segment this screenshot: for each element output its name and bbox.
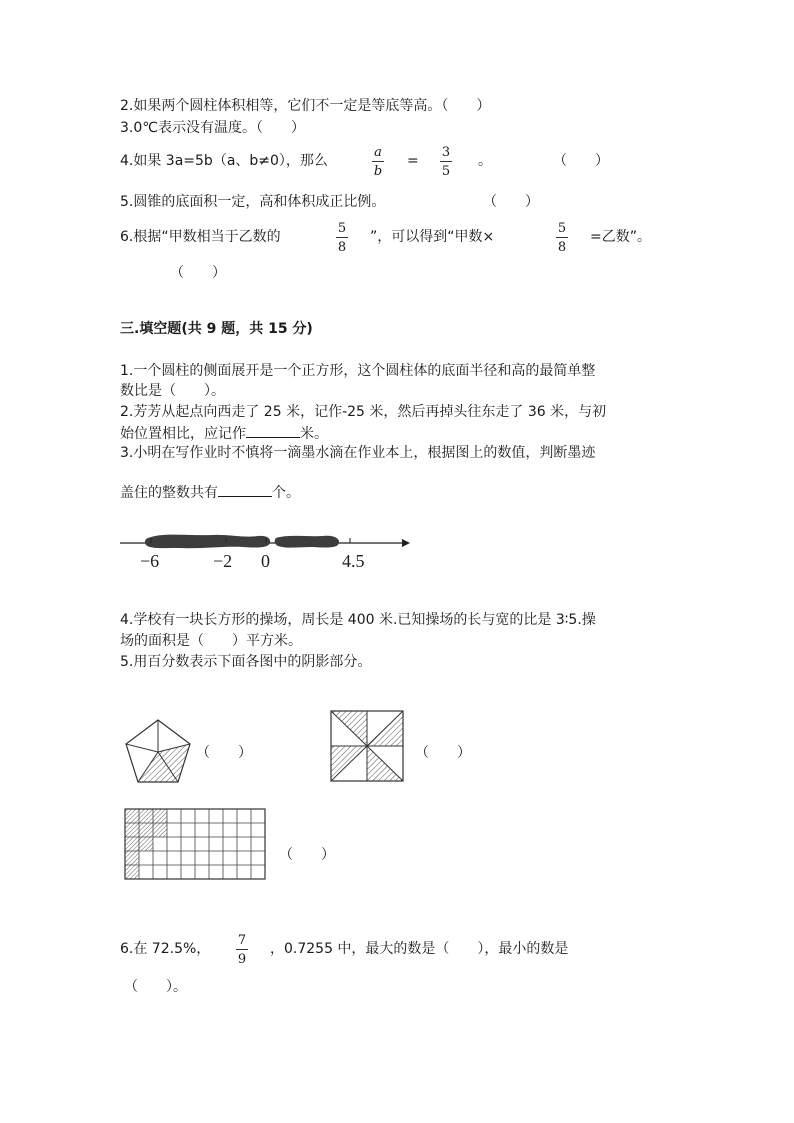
grid-answer-paren[interactable]: （ ） (279, 847, 335, 863)
fill-q4-line1: 4.学校有一块长方形的操场，周长是 400 米.已知操场的长与宽的比是 3∶5.操 (120, 612, 596, 628)
fraction-numerator: a (374, 145, 382, 160)
label-4-5: 4.5 (342, 551, 365, 571)
fill-q1-line1: 1.一个圆柱的侧面展开是一个正方形，这个圆柱体的底面半径和高的最简单整 (120, 363, 596, 379)
fill-q2-unit: 米。 (300, 426, 328, 442)
fraction-bar (556, 237, 568, 238)
grid-figure (124, 808, 266, 880)
ink-blot-left (145, 535, 270, 549)
fraction-denominator: b (373, 164, 383, 179)
square-figure (330, 710, 404, 782)
fraction-bar (372, 161, 384, 162)
judge-q6-text-b: ”，可以得到“甲数× (370, 229, 495, 245)
fill-q3-line2 (120, 482, 300, 502)
judge-q4-equals: = (407, 153, 419, 169)
fill-q6-fraction-7-9 (236, 933, 248, 967)
fill-q3-line1: 3.小明在写作业时不慎将一滴墨水滴在作业本上，根据图上的数值，判断墨迹 (120, 445, 596, 461)
fraction-bar (336, 237, 348, 238)
label-neg6: −6 (140, 551, 160, 571)
judge-q5: 5.圆锥的底面积一定，高和体积成正比例。 (120, 194, 386, 210)
judge-q5-answer-paren[interactable]: （ ） (483, 194, 539, 210)
judge-q2: 2.如果两个圆柱体积相等，它们不一定是等底等高。（ ） (120, 98, 491, 114)
judge-q6-answer-paren[interactable]: （ ） (170, 265, 226, 281)
judge-q4-text: 4.如果 3a=5b（a、b≠0），那么 (120, 153, 328, 169)
fill-q4-line2: 场的面积是（ ）平方米。 (120, 633, 302, 649)
fill-q2-blank[interactable] (246, 423, 300, 438)
fill-q6-text-b: ，0.7255 中，最大的数是（ ），最小的数是 (270, 941, 569, 957)
label-neg2: −2 (213, 551, 233, 571)
fraction-numerator: 7 (237, 933, 247, 948)
judge-q6-fraction-5-8-b (556, 221, 568, 255)
shaded-cells (125, 809, 167, 879)
fill-q3-text: 盖住的整数共有 (120, 485, 218, 501)
square-answer-paren[interactable]: （ ） (415, 745, 471, 761)
number-line-arrow (402, 539, 410, 547)
judge-q4-answer-paren[interactable]: （ ） (553, 153, 609, 169)
fill-q6-text-c: （ ）。 (124, 979, 187, 995)
pentagon-figure (122, 718, 194, 786)
fraction-denominator: 5 (441, 164, 451, 179)
pentagon-answer-paren[interactable]: （ ） (196, 745, 252, 761)
fraction-denominator: 9 (237, 952, 247, 967)
judge-q4-fraction-a-b (372, 145, 384, 179)
judge-q4-fraction-3-5 (440, 145, 452, 179)
judge-q3: 3.0℃表示没有温度。（ ） (120, 120, 305, 136)
section-title: 三.填空题(共 9 题，共 15 分) (120, 321, 313, 337)
number-line-figure (118, 526, 418, 574)
judge-q6-text-c: =乙数”。 (590, 229, 651, 245)
fraction-numerator: 3 (441, 145, 451, 160)
judge-q4-period: 。 (478, 153, 492, 169)
ink-blot-right (275, 536, 339, 548)
fill-q1-line2: 数比是（ ）。 (120, 383, 225, 399)
label-zero: 0 (261, 551, 270, 571)
judge-q6-text-a: 6.根据“甲数相当于乙数的 (120, 229, 281, 245)
fill-q5: 5.用百分数表示下面各图中的阴影部分。 (120, 654, 372, 670)
fraction-bar (440, 161, 452, 162)
fraction-numerator: 5 (557, 221, 567, 236)
fill-q6-text-a: 6.在 72.5%， (120, 941, 211, 957)
judge-q6-fraction-5-8 (336, 221, 348, 255)
fraction-denominator: 8 (337, 240, 347, 255)
fill-q3-blank[interactable] (218, 482, 272, 497)
divider (126, 744, 158, 752)
fraction-numerator: 5 (337, 221, 347, 236)
fraction-denominator: 8 (557, 240, 567, 255)
fill-q2-line1: 2.芳芳从起点向西走了 25 米，记作-25 米，然后再掉头往东走了 36 米，与初 (120, 404, 607, 420)
fraction-bar (236, 949, 248, 950)
fill-q2-text: 始位置相比，应记作 (120, 426, 246, 442)
fill-q3-unit: 个。 (272, 485, 300, 501)
fill-q2-line2 (120, 423, 328, 443)
